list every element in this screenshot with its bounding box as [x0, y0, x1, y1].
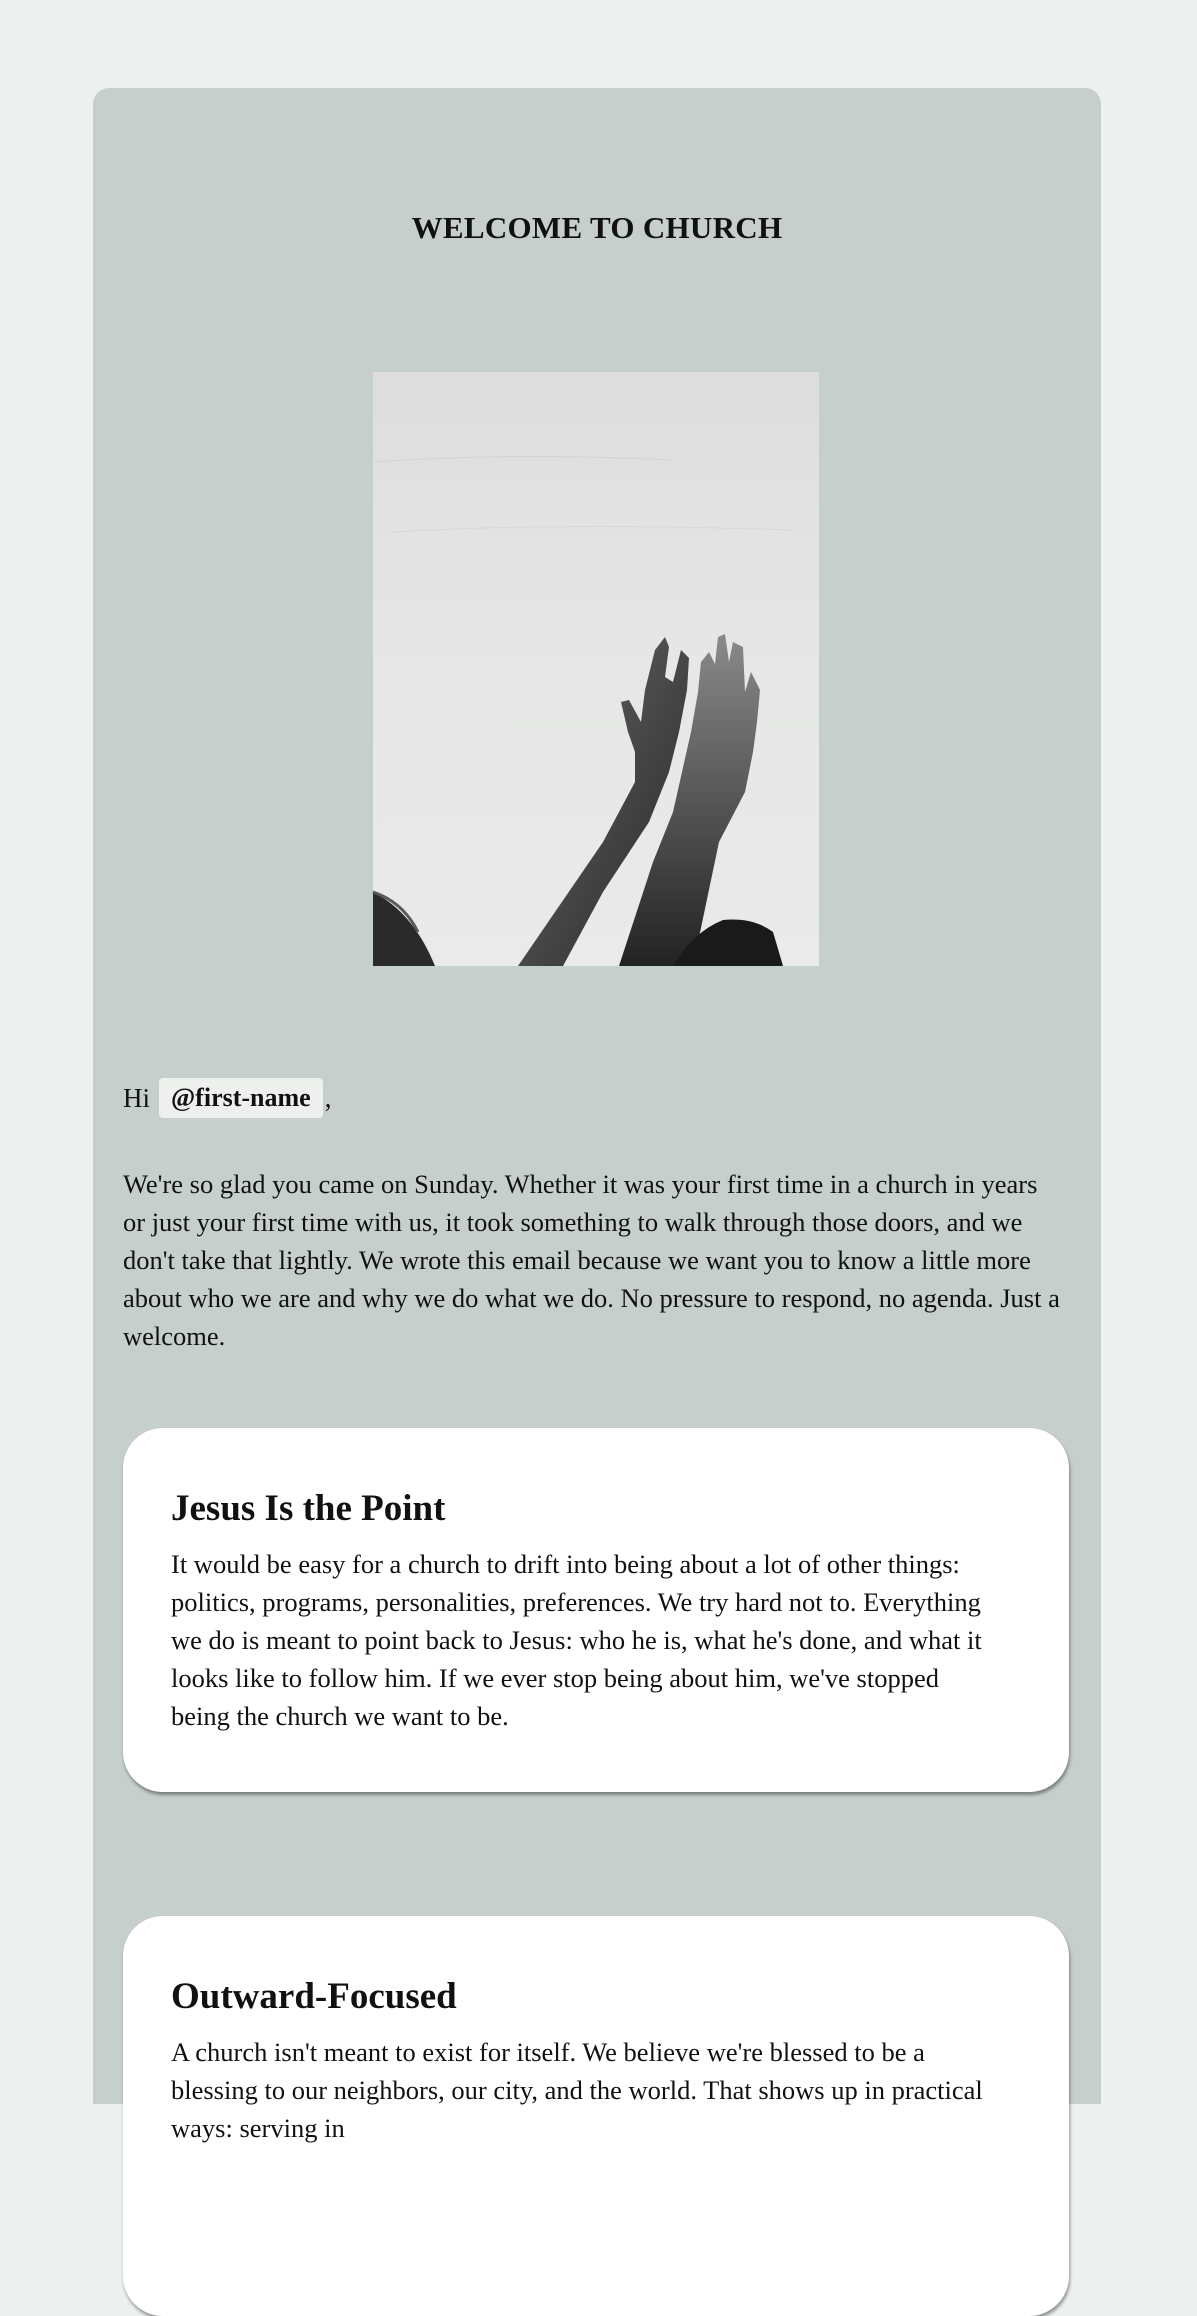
value-card [123, 1428, 1069, 1792]
greeting-suffix: , [324, 1083, 332, 1113]
value-card-heading: Outward-Focused [171, 1976, 457, 2017]
first-name-merge-tag[interactable]: @first-name [159, 1078, 323, 1118]
value-card-body: A church isn't meant to exist for itself. We believe we're blessed to be a blessing to our neighbors, our city, and the world. That shows up in practical ways: serving in [171, 2037, 983, 2143]
hero-image [373, 372, 819, 966]
email-body [93, 88, 1101, 2143]
greeting [123, 1078, 331, 1118]
hands-raised-photo [373, 372, 819, 966]
value-card-heading: Jesus Is the Point [171, 1488, 446, 1529]
value-card-body: It would be easy for a church to drift into being about a lot of other things: politics, programs, personalities, preferences. We try hard not to. Everything we do is meant to point back to Jesus: who he is, what he's done, and what it looks like to follow him. If we ever stop being about him, we've stopped being the church we want to be. [171, 1549, 982, 1731]
intro-paragraph: We're so glad you came on Sunday. Whether it was your first time in a church in years or just your first time with us, it took something to walk through those doors, and we don't take that lightly. We wrote this email because we want you to know a little more about who we are and why we do what we do. No pressure to respond, no agenda. Just a welcome. [123, 1169, 1060, 1351]
greeting-prefix: Hi [123, 1083, 150, 1113]
value-card [123, 1916, 1069, 2316]
email-title: WELCOME TO CHURCH [411, 210, 783, 245]
